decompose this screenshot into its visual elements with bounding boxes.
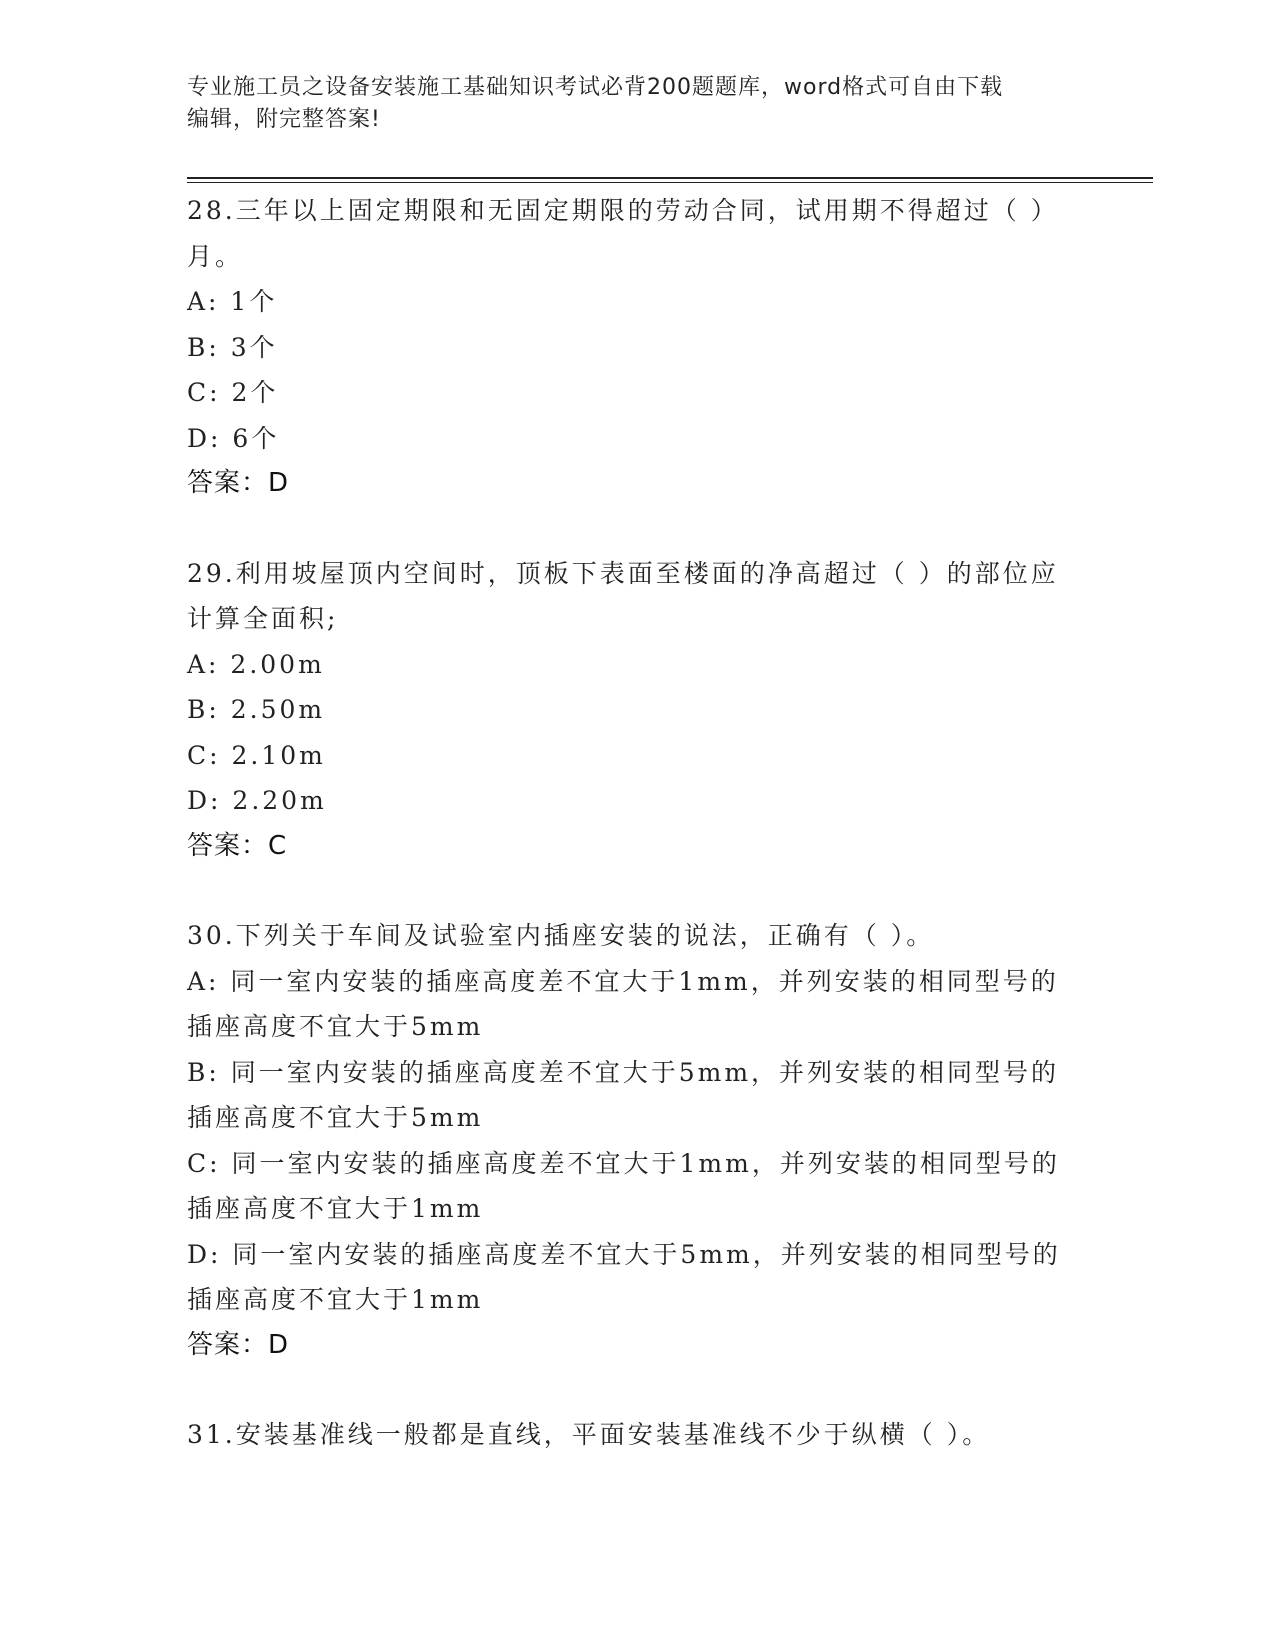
option-d: D: 同一室内安装的插座高度差不宜大于5mm，并列安装的相同型号的插座高度不宜大于1mm [187,1239,1061,1314]
answer-label: 答案：D [187,1329,290,1360]
option-d: D: 2.20m [187,786,327,815]
option-c: C: 2.10m [187,740,326,770]
question-30 [187,913,1067,1368]
question-29 [187,551,1067,870]
document-header [187,72,1067,136]
option-d: D: 6个 [187,423,280,453]
question-stem: 29.利用坡屋顶内空间时，顶板下表面至楼面的净高超过（ ）的部位应计算全面积; [187,558,1059,633]
header-title-line-2: 编辑，附完整答案! [187,107,381,132]
option-b: B: 同一室内安装的插座高度差不宜大于5mm，并列安装的相同型号的插座高度不宜大于5mm [187,1057,1060,1132]
question-31 [187,1412,1067,1458]
option-a: A: 1个 [187,287,278,316]
option-b: B: 3个 [187,332,278,362]
question-stem: 31.安装基准线一般都是直线，平面安装基准线不少于纵横（ ）。 [187,1420,991,1449]
answer-label: 答案：C [187,830,288,861]
option-b: B: 2.50m [187,695,326,724]
option-c: C: 同一室内安装的插座高度差不宜大于1mm，并列安装的相同型号的插座高度不宜大于1mm [187,1148,1060,1223]
option-c: C: 2个 [187,378,279,407]
question-28 [187,188,1067,507]
option-a: A: 2.00m [187,649,325,679]
header-title-line-1: 专业施工员之设备安装施工基础知识考试必背200题题库，word格式可自由下载 [187,75,1004,100]
answer-label: 答案：D [187,468,290,498]
question-stem: 30.下列关于车间及试验室内插座安装的说法，正确有（ ）。 [187,921,935,950]
question-list [187,188,1067,1458]
header-divider [187,177,1153,183]
question-stem: 28.三年以上固定期限和无固定期限的劳动合同，试用期不得超过（ ）月。 [187,196,1059,271]
option-a: A: 同一室内安装的插座高度差不宜大于1mm，并列安装的相同型号的插座高度不宜大于5mm [187,966,1059,1041]
